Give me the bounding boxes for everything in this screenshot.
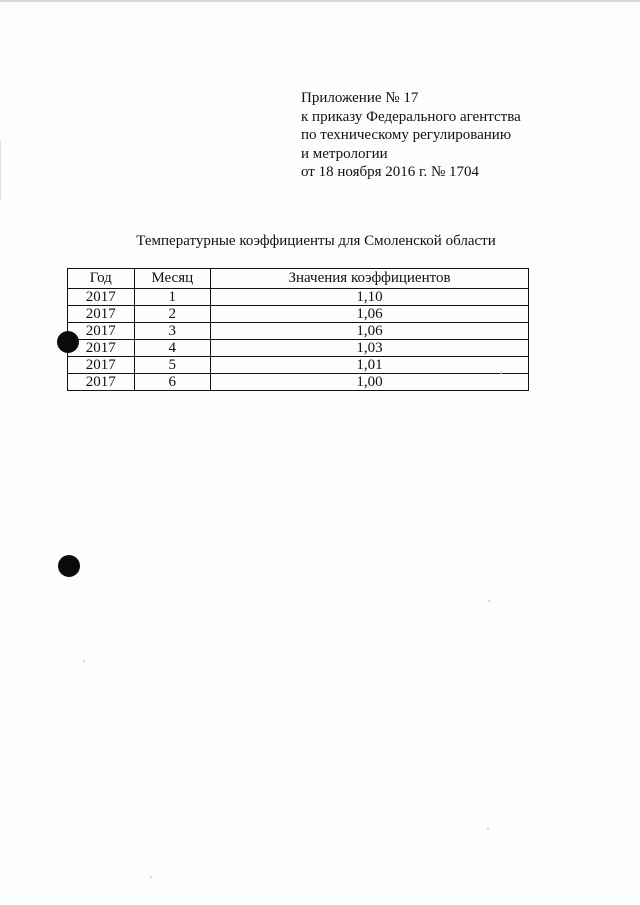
header-coefficient-values: Значения коэффициентов <box>211 269 529 289</box>
table-row <box>68 374 529 391</box>
cell-year: 2017 <box>68 374 135 391</box>
hole-punch-mark <box>57 331 79 353</box>
cell-value: 1,01 <box>211 357 529 374</box>
cell-value: 1,10 <box>211 289 529 306</box>
cell-value: 1,03 <box>211 340 529 357</box>
cell-value: 1,06 <box>211 306 529 323</box>
table-row <box>68 289 529 306</box>
cell-month: 3 <box>134 323 211 340</box>
header-month: Месяц <box>134 269 211 289</box>
cell-year: 2017 <box>68 289 135 306</box>
cell-month: 1 <box>134 289 211 306</box>
cell-year: 2017 <box>68 323 135 340</box>
scan-speck <box>83 660 85 662</box>
annex-block <box>301 89 521 182</box>
scan-speck <box>500 372 502 374</box>
scan-speck <box>488 600 490 602</box>
header-year: Год <box>68 269 135 289</box>
cell-month: 4 <box>134 340 211 357</box>
annex-line-number: Приложение № 17 <box>301 90 419 106</box>
table-row <box>68 306 529 323</box>
cell-year: 2017 <box>68 306 135 323</box>
annex-line-order: к приказу Федерального агентства <box>301 108 521 125</box>
cell-year: 2017 <box>68 357 135 374</box>
annex-line-metrology: и метрологии <box>301 145 388 162</box>
cell-month: 6 <box>134 374 211 391</box>
hole-punch-mark <box>58 555 80 577</box>
document-title: Температурные коэффициенты для Смоленской области <box>136 233 496 249</box>
table-row <box>68 340 529 357</box>
annex-line-date: от 18 ноября 2016 г. № 1704 <box>301 164 480 180</box>
scan-speck <box>487 828 489 830</box>
cell-value: 1,06 <box>211 323 529 340</box>
cell-month: 5 <box>134 357 211 374</box>
table-row <box>68 323 529 340</box>
table-header-row <box>68 269 529 289</box>
coefficients-table <box>67 268 529 391</box>
cell-year: 2017 <box>68 340 135 357</box>
annex-line-agency: по техническому регулированию <box>301 127 512 143</box>
table-row <box>68 357 529 374</box>
scan-top-edge <box>0 0 640 2</box>
cell-month: 2 <box>134 306 211 323</box>
cell-value: 1,00 <box>211 374 529 391</box>
scan-left-edge <box>0 140 1 200</box>
scan-speck <box>150 876 152 878</box>
